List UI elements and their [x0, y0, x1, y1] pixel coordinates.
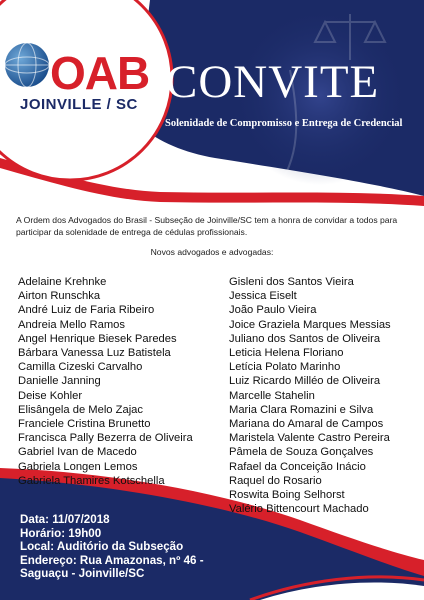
list-item: Camilla Cizeski Carvalho	[18, 361, 143, 374]
list-item: Angel Henrique Biesek Paredes	[18, 332, 177, 345]
page-title: CONVITE	[166, 56, 380, 108]
list-item: Deise Kohler	[18, 389, 83, 402]
list-item: Airton Runschka	[18, 290, 101, 303]
list-item: Raquel do Rosario	[229, 474, 322, 487]
list-item: Maristela Valente Castro Pereira	[229, 432, 390, 445]
list-item: Elisângela de Melo Zajac	[18, 403, 143, 416]
list-item: João Paulo Vieira	[229, 304, 317, 317]
list-item: Joice Graziela Marques Messias	[229, 318, 391, 331]
list-item: Letícia Polato Marinho	[229, 361, 341, 374]
list-item: Luiz Ricardo Milléo de Oliveira	[229, 375, 381, 388]
event-date: Data: 11/07/2018	[20, 513, 110, 526]
event-address-line-2: Saguaçu - Joinville/SC	[20, 567, 145, 581]
list-item: Leticia Helena Floriano	[229, 347, 344, 360]
list-item: Gabriela Thamires Kotschella	[18, 474, 165, 487]
names-list-right	[229, 275, 391, 516]
list-item: Mariana do Amaral de Campos	[229, 418, 384, 431]
list-item: Marcelle Stahelin	[229, 389, 315, 402]
globe-icon	[2, 40, 52, 90]
list-item: Juliano dos Santos de Oliveira	[229, 332, 381, 345]
list-item: Adelaine Krehnke	[18, 276, 107, 288]
names-heading: Novos advogados e advogadas:	[150, 247, 274, 257]
event-time: Horário: 19h00	[20, 526, 102, 540]
list-item: Bárbara Vanessa Luz Batistela	[18, 347, 171, 360]
oab-logo	[2, 28, 150, 124]
page-subtitle: Solenidade de Compromisso e Entrega de Credencial	[165, 118, 403, 129]
event-address-line-1: Endereço: Rua Amazonas, nº 46 -	[20, 553, 204, 567]
intro-paragraph: A Ordem dos Advogados do Brasil - Subseção de Joinville/SC tem a honra de convidar a todos para participar da solenidade de entrega de cédulas profissionais.	[16, 215, 398, 237]
list-item: Francisca Pally Bezerra de Oliveira	[18, 432, 193, 445]
list-item: Gabriela Longen Lemos	[18, 460, 138, 473]
event-place: Local: Auditório da Subseção	[20, 540, 184, 554]
event-details	[20, 513, 204, 581]
list-item: Roswita Boing Selhorst	[229, 489, 345, 502]
names-list-left	[18, 275, 193, 488]
list-item: Gisleni dos Santos Vieira	[229, 276, 354, 288]
logo-oab-text: OAB	[50, 47, 150, 99]
list-item: Gabriel Ivan de Macedo	[18, 446, 137, 459]
list-item: André Luiz de Faria Ribeiro	[18, 304, 155, 317]
list-item: Rafael da Conceição Inácio	[229, 460, 366, 473]
list-item: Pâmela de Souza Gonçalves	[229, 446, 374, 459]
list-item: Andreia Mello Ramos	[18, 318, 125, 331]
logo-city-text: JOINVILLE / SC	[20, 96, 138, 113]
list-item: Maria Clara Romazini e Silva	[229, 403, 374, 416]
list-item: Jessica Eiselt	[229, 290, 297, 303]
list-item: Danielle Janning	[18, 375, 101, 388]
list-item: Valério Bittencourt Machado	[229, 503, 369, 516]
list-item: Franciele Cristina Brunetto	[18, 418, 151, 431]
